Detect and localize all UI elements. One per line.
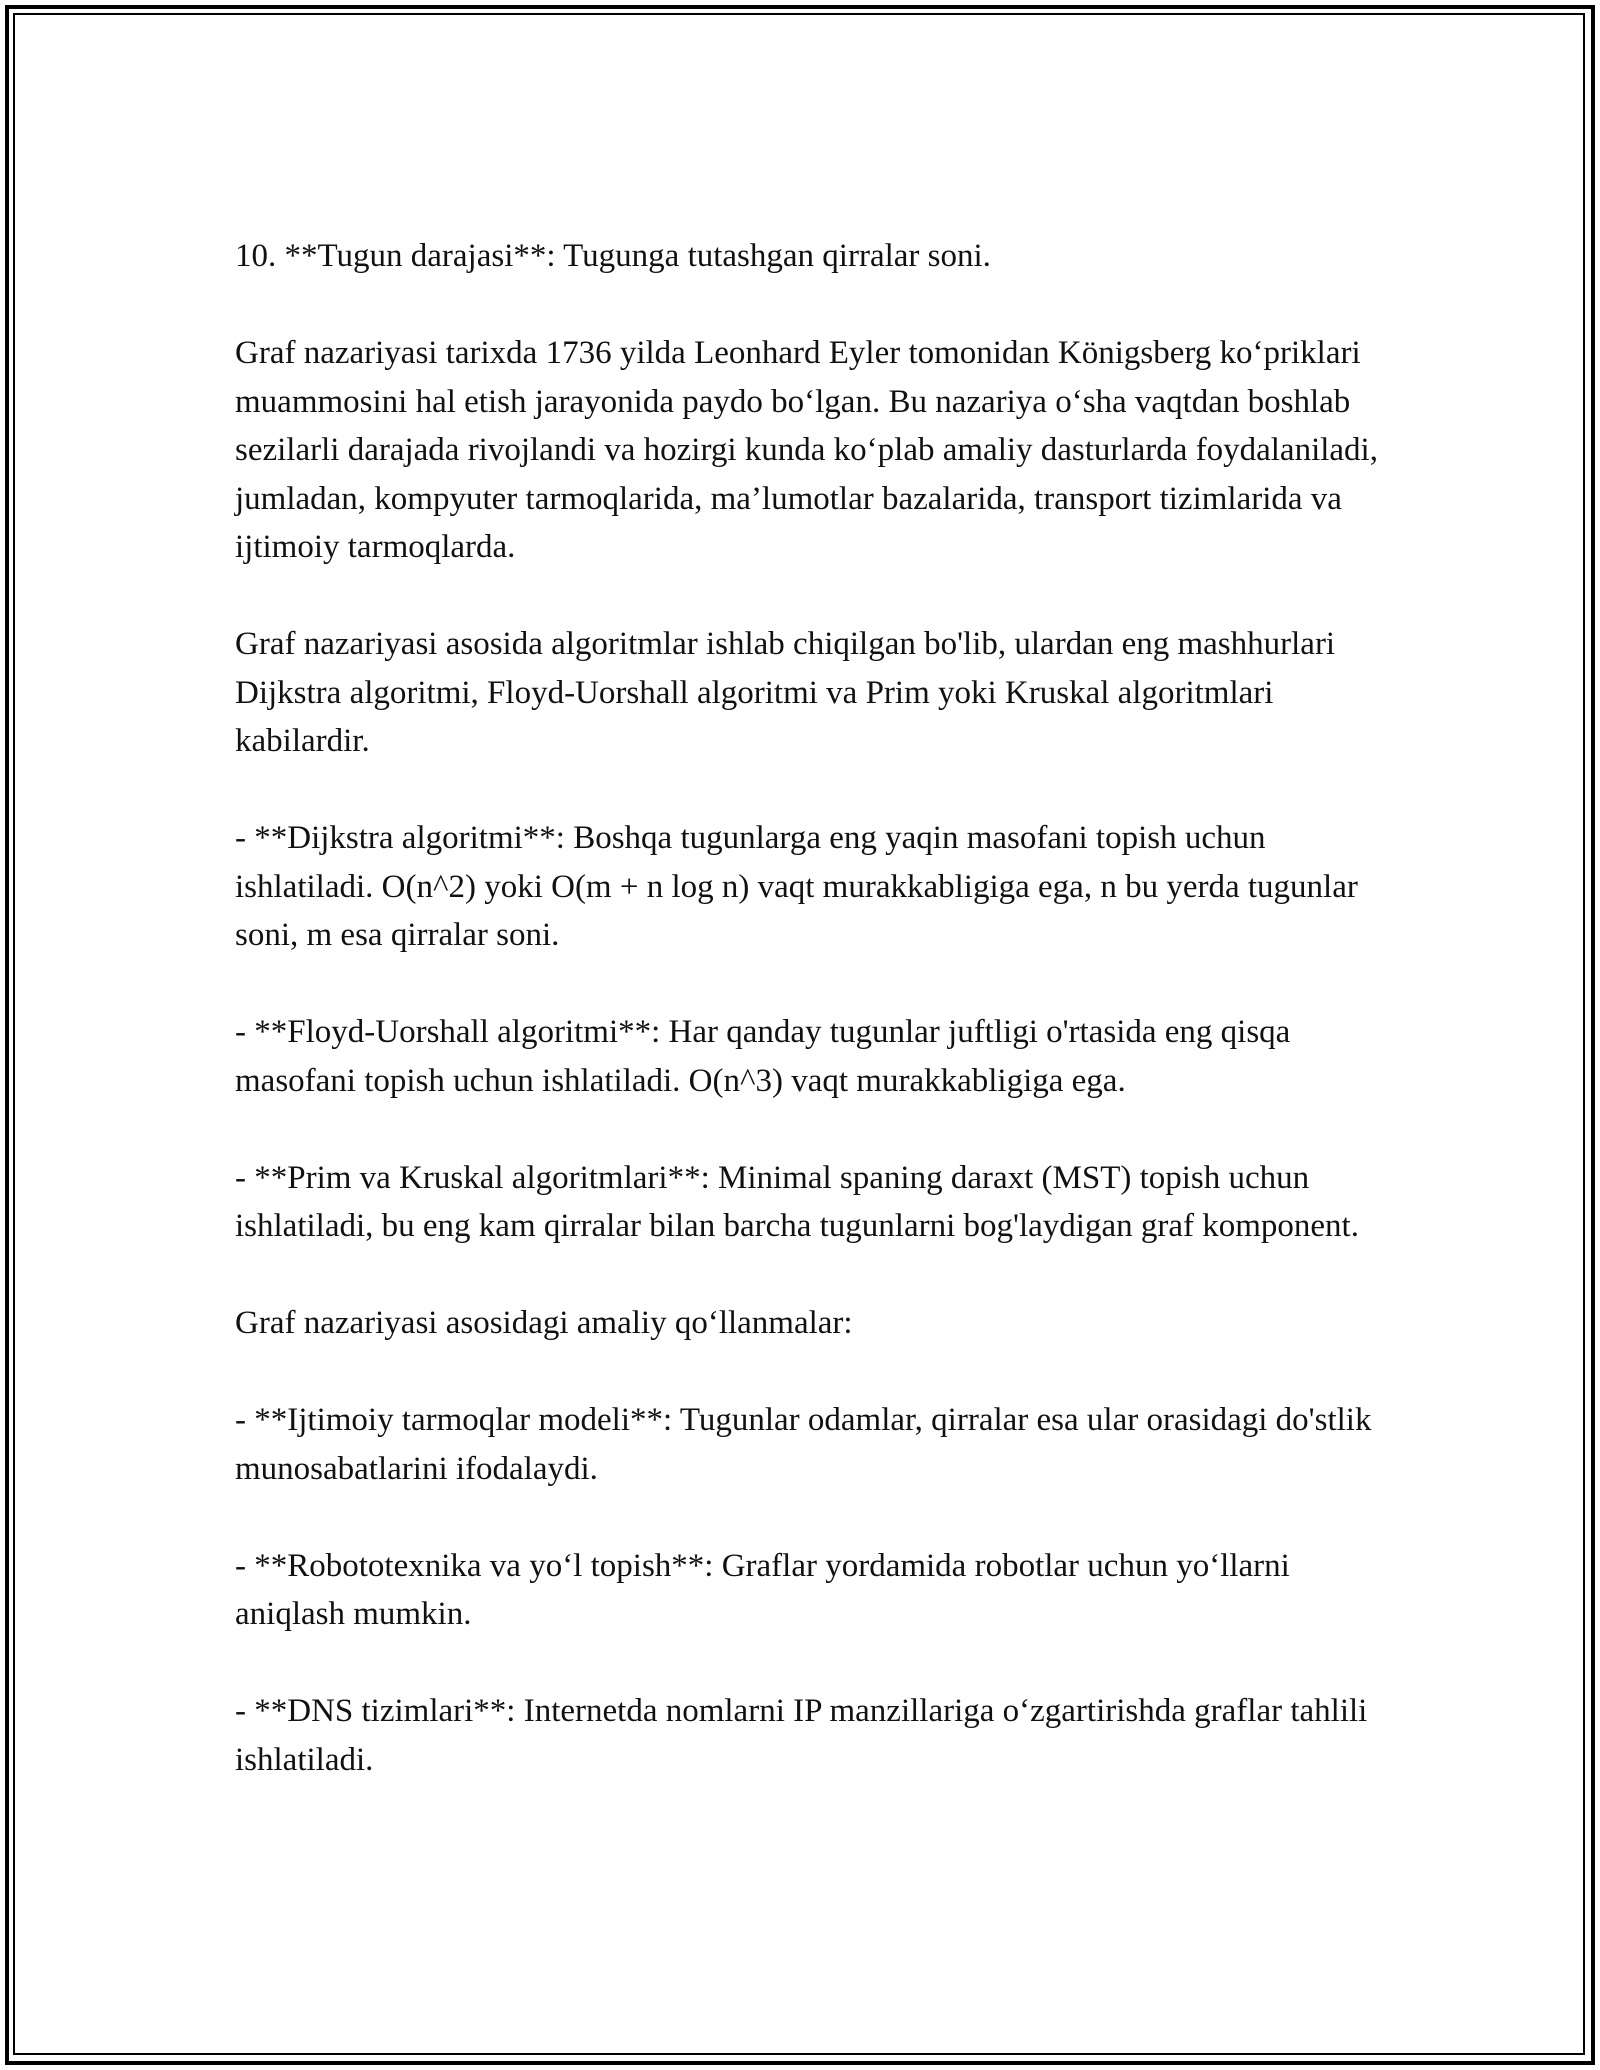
paragraph-applications-heading: Graf nazariyasi asosidagi amaliy qo‘llanmalar: (235, 1305, 853, 1341)
paragraph-node-degree: 10. **Tugun darajasi**: Tugunga tutashgan qirralar soni. (235, 238, 991, 274)
paragraph-history: Graf nazariyasi tarixda 1736 yilda Leonhard Eyler tomonidan Königsberg ko‘priklari muammosini hal etish jarayonida paydo bo‘lgan. Bu nazariya o‘sha vaqtdan boshlab sezilarli darajada rivojlandi va hozirgi kunda ko‘plab amaliy dasturlarda foydalaniladi, jumladan, kompyuter tarmoqlarida, ma’lumotlar bazalarida, transport tizimlarida va ijtimoiy tarmoqlarda. (235, 335, 1378, 565)
paragraph-floyd-warshall: - **Floyd-Uorshall algoritmi**: Har qanday tugunlar juftligi o'rtasida eng qisqa masofani topish uchun ishlatiladi. O(n^3) vaqt murakkabligiga ega. (235, 1014, 1291, 1099)
paragraph-algorithms-intro: Graf nazariyasi asosida algoritmlar ishlab chiqilgan bo'lib, ulardan eng mashhurlari Dijkstra algoritmi, Floyd-Uorshall algoritmi va Prim yoki Kruskal algoritmlari kabilardir. (235, 626, 1336, 759)
paragraph-dns: - **DNS tizimlari**: Internetda nomlarni IP manzillariga o‘zgartirishda graflar tahlili ishlatiladi. (235, 1693, 1368, 1778)
paragraph-prim-kruskal: - **Prim va Kruskal algoritmlari**: Minimal spaning daraxt (MST) topish uchun ishlatiladi, bu eng kam qirralar bilan barcha tugunlarni bog'laydigan graf komponent. (235, 1159, 1359, 1244)
paragraph-robotics: - **Robototexnika va yo‘l topish**: Graflar yordamida robotlar uchun yo‘llarni aniqlash mumkin. (235, 1547, 1290, 1632)
paragraph-dijkstra: - **Dijkstra algoritmi**: Boshqa tugunlarga eng yaqin masofani topish uchun ishlatiladi. O(n^2) yoki O(m + n log n) vaqt murakkabligiga ega, n bu yerda tugunlar soni, m esa qirralar soni. (235, 820, 1358, 953)
paragraph-social-networks: - **Ijtimoiy tarmoqlar modeli**: Tugunlar odamlar, qirralar esa ular orasidagi do'stlik munosabatlarini ifodalaydi. (235, 1402, 1372, 1487)
document-body (235, 232, 1385, 1833)
